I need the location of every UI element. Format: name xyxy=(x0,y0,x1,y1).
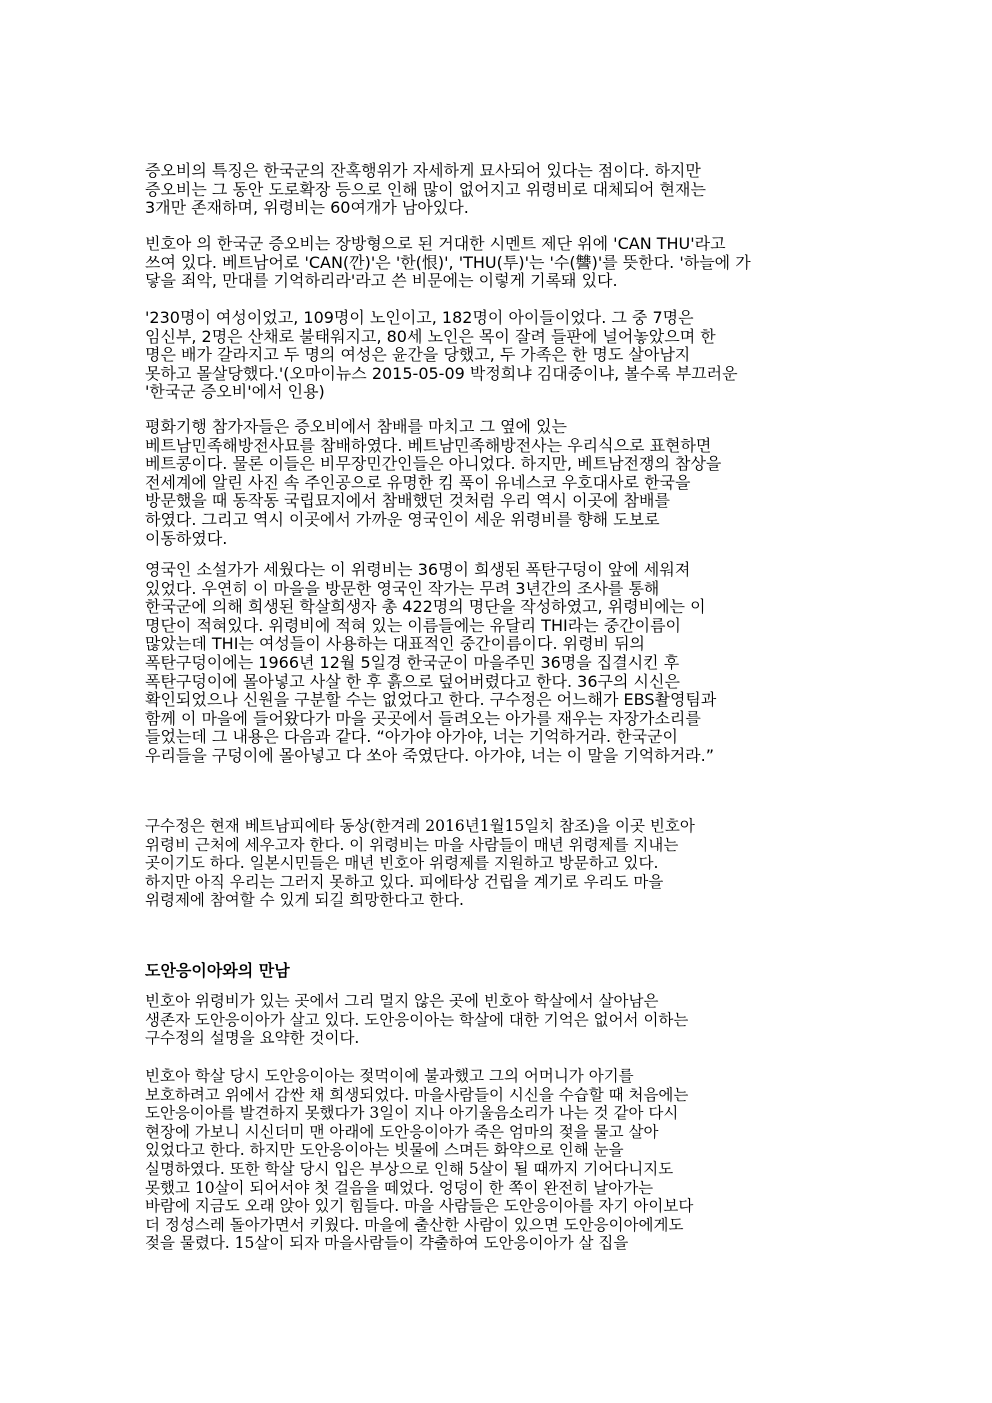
text-line: 못했고 10살이 되어서야 첫 걸음을 떼었다. 엉덩이 한 쪽이 완전히 날아가는 xyxy=(145,1178,654,1197)
text-line: 빈호아 위령비가 있는 곳에서 그리 멀지 않은 곳에 빈호아 학살에서 살아남은 xyxy=(145,992,659,1010)
text-line: 확인되었으나 신원을 구분할 수는 없었다고 한다. 구수정은 어느해가 EBS촬영팀과 xyxy=(145,690,717,710)
text-line: 베트남민족해방전사묘를 참배하였다. 베트남민족해방전사는 우리식으로 표현하면 xyxy=(145,435,712,455)
paragraph-survivor-intro xyxy=(145,992,855,1048)
text-line: 평화기행 참가자들은 증오비에서 참배를 마치고 그 옆에 있는 xyxy=(145,417,568,436)
text-line: 방문했을 때 동작동 국립묘지에서 참배했던 것처럼 우리 역시 이곳에 참배를 xyxy=(145,491,670,511)
text-line: 현장에 가보니 시신더미 맨 아래에 도안응이아가 죽은 엄마의 젖을 물고 살아 xyxy=(145,1122,659,1141)
text-line: 임신부, 2명은 산채로 불태워지고, 80세 노인은 목이 잘려 들판에 널어놓았으며 한 xyxy=(145,326,716,346)
text-line: 있었다. 우연히 이 마을을 방문한 영국인 작가는 무려 3년간의 조사를 통해 xyxy=(145,578,660,598)
text-line: 증오비는 그 동안 도로확장 등으로 인해 많이 없어지고 위령비로 대체되어 현재는 xyxy=(145,179,706,199)
text-line: 더 정성스레 돌아가면서 키웠다. 마을에 출산한 사람이 있으면 도안응이아에게도 xyxy=(145,1215,684,1234)
text-line: 바람에 지금도 오래 앉아 있기 힘들다. 마을 사람들은 도안응이아를 자기 아이보다 xyxy=(145,1197,694,1216)
paragraph-hate-monument-features xyxy=(145,162,855,218)
text-line: 영국인 소설가가 세웠다는 이 위령비는 36명이 희생된 폭탄구덩이 앞에 세워져 xyxy=(145,560,691,579)
text-line: 들었는데 그 내용은 다음과 같다. “아가야 아가야, 너는 기억하거라. 한국군이 xyxy=(145,727,679,747)
text-line: 폭탄구덩이에는 1966년 12월 5일경 한국군이 마을주민 36명을 집결시킨 후 xyxy=(145,652,680,672)
text-line: '230명이 여성이었고, 109명이 노인이고, 182명이 아이들이었다. 그 중 7명은 xyxy=(145,308,694,327)
text-line: 젖을 물렸다. 15살이 되자 마을사람들이 갹출하여 도안응이아가 살 집을 xyxy=(145,1234,629,1253)
text-line: 도안응이아를 발견하지 못했다가 3일이 지나 아기울음소리가 나는 것 같아 다시 xyxy=(145,1104,679,1123)
text-line: 함께 이 마을에 들어왔다가 마을 곳곳에서 들려오는 아가를 재우는 자장가소리를 xyxy=(145,708,701,728)
text-line: 한국군에 의해 희생된 학살희생자 총 422명의 명단을 작성하였고, 위령비에는 이 xyxy=(145,597,706,617)
text-line: 하였다. 그리고 역시 이곳에서 가까운 영국인이 세운 위령비를 향해 도보로 xyxy=(145,509,660,529)
text-line: '한국군 증오비'에서 인용) xyxy=(145,382,325,402)
text-line: 3개만 존재하며, 위령비는 60여개가 남아있다. xyxy=(145,198,469,218)
text-line: 빈호아 학살 당시 도안응이아는 젖먹이에 불과했고 그의 어머니가 아기를 xyxy=(145,1067,634,1085)
paragraph-binh-hoa-monument xyxy=(145,235,855,291)
text-line: 위령제에 참여할 수 있게 되길 희망한다고 한다. xyxy=(145,891,464,910)
section-heading: 도안응이아와의 만남 xyxy=(145,961,290,980)
paragraph-peace-trip xyxy=(145,418,855,548)
text-line: 전세계에 알린 사진 속 주인공으로 유명한 킴 푹이 유네스코 우호대사로 한국을 xyxy=(145,472,691,492)
paragraph-pieta-statue xyxy=(145,817,855,910)
text-line: 이동하였다. xyxy=(145,528,228,548)
text-line: 구수정은 현재 베트남피에타 동상(한겨레 2016년1월15일치 참조)을 이곳 빈호아 xyxy=(145,817,695,835)
text-line: 위령비 근처에 세우고자 한다. 이 위령비는 마을 사람들이 매년 위령제를 지내는 xyxy=(145,835,679,854)
text-line: 우리들을 구덩이에 몰아넣고 다 쏘아 죽였단다. 아가야, 너는 이 말을 기억하거라.” xyxy=(145,745,714,765)
text-line: 증오비의 특징은 한국군의 잔혹행위가 자세하게 묘사되어 있다는 점이다. 하지만 xyxy=(145,161,701,180)
text-line: 쓰여 있다. 베트남어로 'CAN(깐)'은 '한(恨)', 'THU(투)'는 '수(讐)'를 뜻한다. '하늘에 가 xyxy=(145,252,751,272)
text-line: 보호하려고 위에서 감싼 채 희생되었다. 마을사람들이 시신을 수습할 때 처음에는 xyxy=(145,1085,689,1104)
paragraph-survivor-story xyxy=(145,1067,855,1253)
text-line: 닿을 죄악, 만대를 기억하리라'라고 쓴 비문에는 이렇게 기록돼 있다. xyxy=(145,271,618,291)
paragraph-memorial xyxy=(145,561,855,766)
text-line: 실명하였다. 또한 학살 당시 입은 부상으로 인해 5살이 될 때까지 기어다니지도 xyxy=(145,1159,674,1178)
text-line: 구수정의 설명을 요약한 것이다. xyxy=(145,1029,360,1048)
text-line: 못하고 몰살당했다.'(오마이뉴스 2015-05-09 박정희냐 김대중이냐, 볼수록 부끄러운 xyxy=(145,363,738,383)
text-line: 생존자 도안응이아가 살고 있다. 도안응이아는 학살에 대한 기억은 없어서 이하는 xyxy=(145,1010,689,1029)
text-line: 빈호아 의 한국군 증오비는 장방형으로 된 거대한 시멘트 제단 위에 'CAN THU'라고 xyxy=(145,234,726,253)
text-line: 폭탄구덩이에 몰아넣고 사살 한 후 흙으로 덮어버렸다고 한다. 36구의 시신은 xyxy=(145,671,680,691)
text-line: 많았는데 THI는 여성들이 사용하는 대표적인 중간이름이다. 위령비 뒤의 xyxy=(145,634,645,654)
text-line: 명단이 적혀있다. 위령비에 적혀 있는 이름들에는 유달리 THI라는 중간이름이 xyxy=(145,615,681,635)
text-line: 명은 배가 갈라지고 두 명의 여성은 윤간을 당했고, 두 가족은 한 명도 살아남지 xyxy=(145,345,691,365)
text-line: 하지만 아직 우리는 그러지 못하고 있다. 피에타상 건립을 계기로 우리도 마을 xyxy=(145,872,664,891)
text-line: 있었다고 한다. 하지만 도안응이아는 빗물에 스며든 화약으로 인해 눈을 xyxy=(145,1141,624,1160)
paragraph-quote xyxy=(145,309,855,402)
text-line: 곳이기도 하다. 일본시민들은 매년 빈호아 위령제를 지원하고 방문하고 있다. xyxy=(145,854,659,873)
text-line: 베트콩이다. 물론 이들은 비무장민간인들은 아니었다. 하지만, 베트남전쟁의 참상을 xyxy=(145,454,722,474)
